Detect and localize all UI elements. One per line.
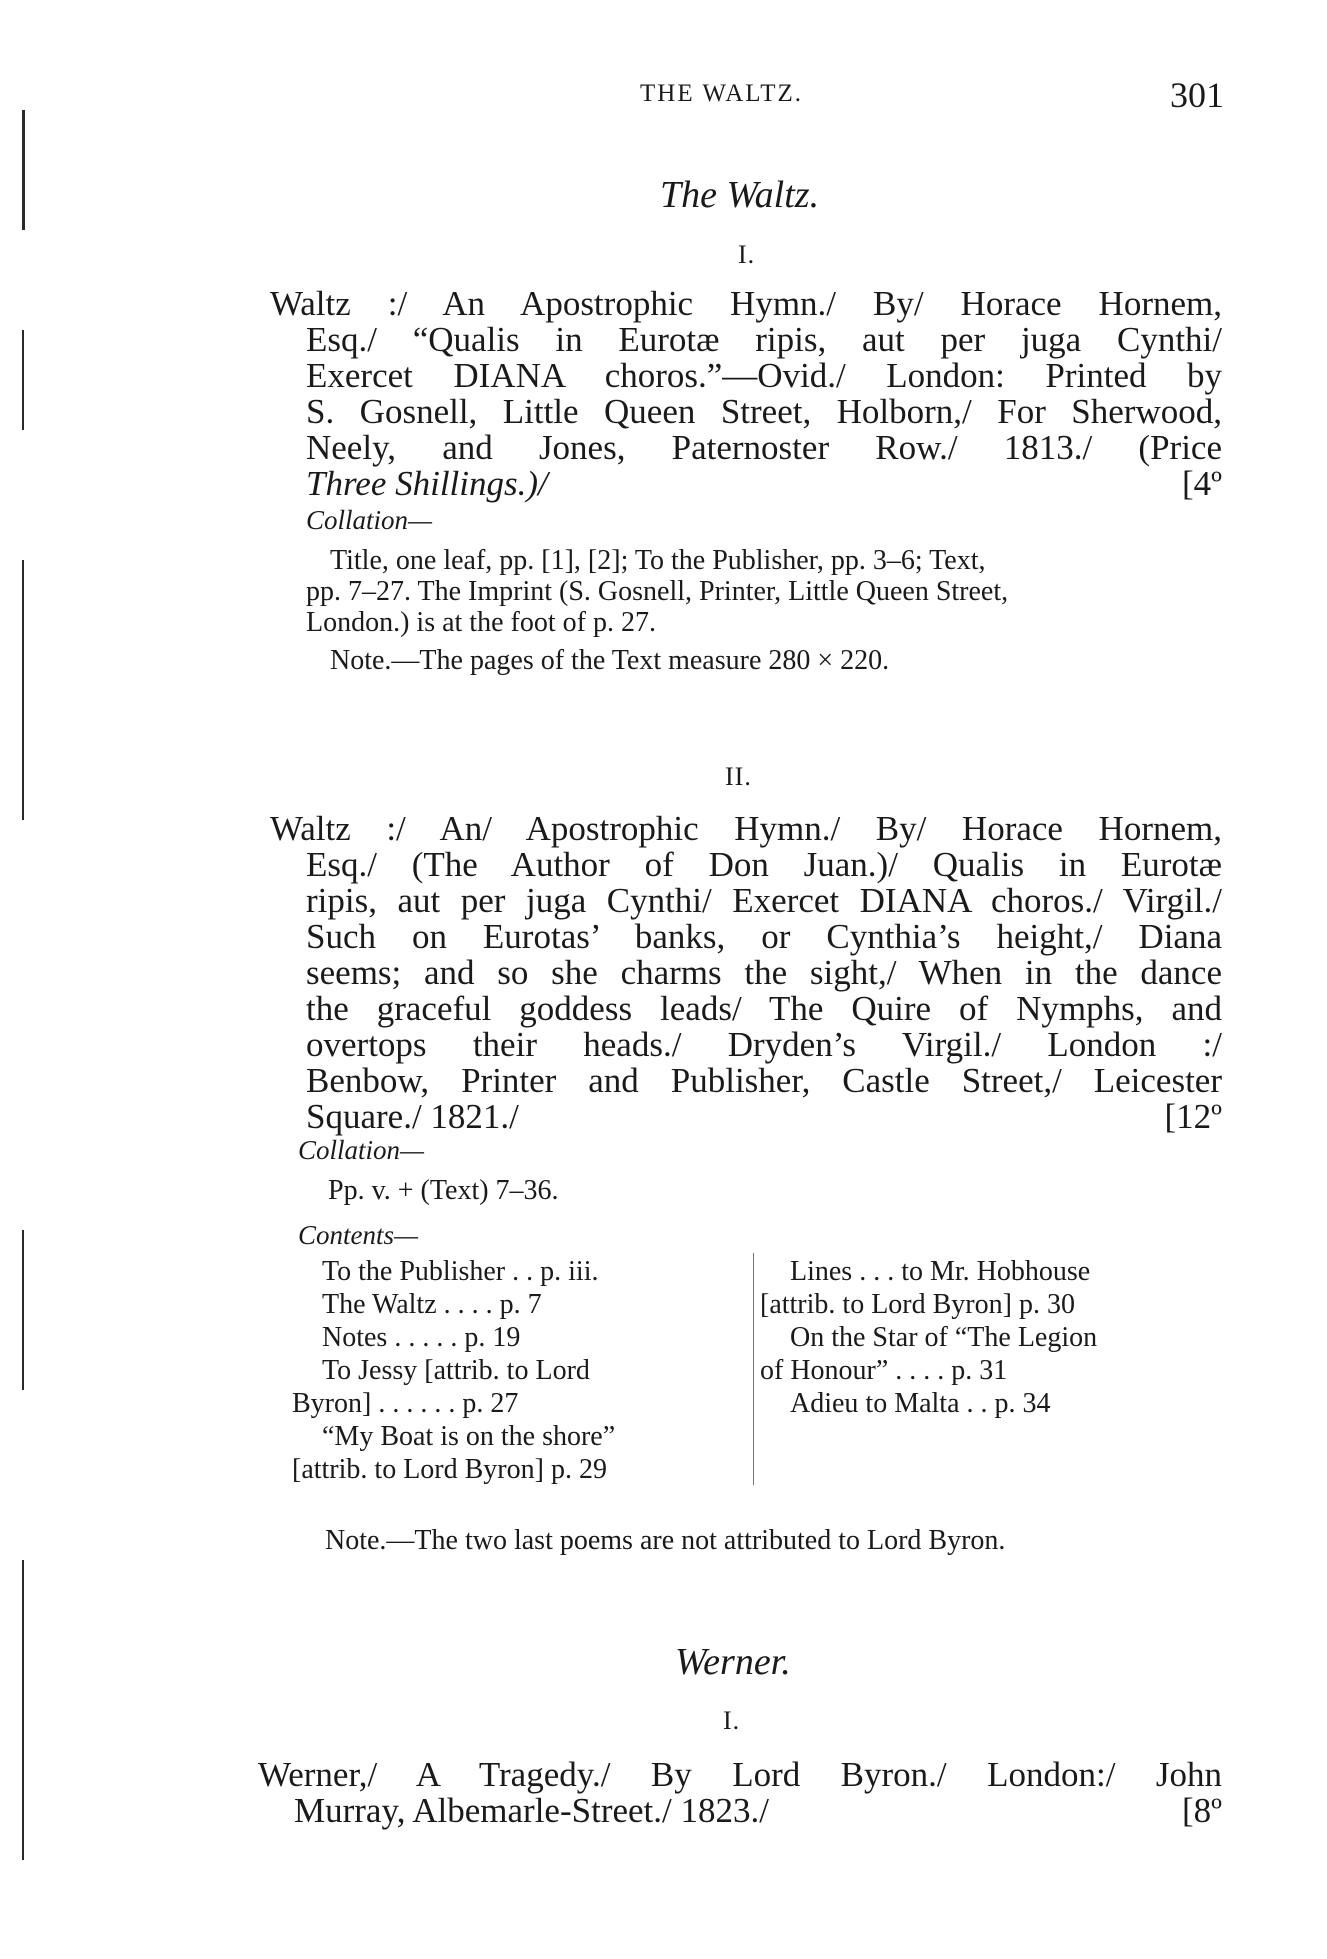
edition-numeral: I. [723,1706,741,1735]
entry-line: Murray, Albemarle-Street./ 1823./ [8º [294,1791,1222,1830]
contents-item: Notes . . . . . p. 19 [322,1322,521,1353]
page-edge-mark [22,560,24,820]
section-title-werner: Werner. [675,1641,791,1683]
page-number: 301 [1170,75,1224,115]
contents-item: Adieu to Malta . . p. 34 [790,1388,1051,1419]
page-edge-mark [22,1560,24,1860]
format-mark: [12º [1164,1097,1222,1136]
contents-item: To the Publisher . . p. iii. [322,1256,599,1287]
contents-left-column [292,1255,742,1486]
entry-line: Esq./ “Qualis in Eurotæ ripis, aut per juga Cynthi/ [306,320,1222,359]
entry-line: seems; and so she charms the sight,/ When in the dance [306,953,1222,992]
edition-description [270,811,1222,1135]
collation-text [306,545,1222,638]
collation-label: Collation— [306,505,433,535]
section-title-waltz: The Waltz. [660,174,820,216]
contents-item: Lines . . . to Mr. Hobhouse [790,1256,1091,1287]
entry-line: Neely, and Jones, Paternoster Row./ 1813./ (Price [306,428,1222,467]
entry-line: Square./ 1821./ [12º [306,1097,1222,1136]
collation-line: pp. 7–27. The Imprint (S. Gosnell, Printer, Little Queen Street, [306,576,1009,607]
contents-right-column [760,1255,1230,1420]
entry-line: Esq./ (The Author of Don Juan.)/ Qualis in Eurotæ [306,845,1222,884]
entry-line: Werner,/ A Tragedy./ By Lord Byron./ London:/ John [258,1755,1222,1794]
entry-line: Exercet DIANA choros.”—Ovid./ London: Printed by [306,356,1222,395]
page-edge-mark [22,330,24,430]
contents-item: “My Boat is on the shore” [322,1421,616,1452]
contents-divider [753,1253,754,1485]
entry-line: ripis, aut per juga Cynthi/ Exercet DIANA choros./ Virgil./ [306,881,1222,920]
page-edge-mark [22,1230,24,1390]
entry-line: Such on Eurotas’ banks, or Cynthia’s height,/ Diana [306,917,1222,956]
edition-description [258,1757,1222,1829]
collation-text: Pp. v. + (Text) 7–36. [328,1175,559,1206]
edition-numeral: I. [738,240,756,269]
contents-item: The Waltz . . . . p. 7 [322,1289,542,1320]
contents-item: To Jessy [attrib. to Lord [322,1355,590,1386]
entry-line: overtops their heads./ Dryden’s Virgil./ London :/ [306,1025,1222,1064]
contents-item: [attrib. to Lord Byron] p. 29 [292,1454,607,1485]
collation-line: Title, one leaf, pp. [1], [2]; To the Publisher, pp. 3–6; Text, [330,545,986,576]
contents-item: On the Star of “The Legion [790,1322,1098,1353]
entry-line: S. Gosnell, Little Queen Street, Holborn,/ For Sherwood, [306,392,1222,431]
running-head: THE WALTZ. [640,80,804,107]
contents-label: Contents— [298,1220,419,1250]
collation-label: Collation— [298,1135,425,1165]
format-mark: [4º [1181,464,1222,503]
format-mark: [8º [1181,1791,1222,1830]
page-edge-mark [22,110,25,230]
contents-item: of Honour” . . . . p. 31 [760,1355,1008,1386]
edition-numeral: II. [725,762,752,791]
entry-line: Benbow, Printer and Publisher, Castle Street,/ Leicester [306,1061,1222,1100]
edition-note: Note.—The pages of the Text measure 280 × 220. [330,645,890,676]
contents-item: Byron] . . . . . . p. 27 [292,1388,519,1419]
entry-line: Waltz :/ An Apostrophic Hymn./ By/ Horace Hornem, [270,284,1222,323]
entry-line: Three Shillings.)/ [4º [306,464,1222,503]
edition-description [270,286,1222,502]
edition-note: Note.—The two last poems are not attributed to Lord Byron. [325,1525,1006,1556]
collation-line: London.) is at the foot of p. 27. [306,607,656,638]
contents-item: [attrib. to Lord Byron] p. 30 [760,1289,1075,1320]
entry-line: Waltz :/ An/ Apostrophic Hymn./ By/ Horace Hornem, [270,809,1222,848]
entry-line: the graceful goddess leads/ The Quire of Nymphs, and [306,989,1222,1028]
